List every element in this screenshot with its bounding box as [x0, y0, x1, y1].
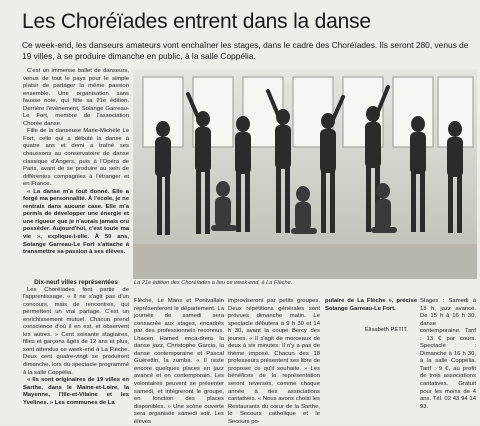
dancers-photo: [133, 69, 477, 279]
paragraph: improviseront par petits groupes. Deux répétitions générales sont prévues dimanche matin. Le spectacle débutera à 9 h 30 et 14 h 30, avant la coupe Bercy des jeunes. « Il s'agit de morceaux de deux à six minutes. Il n'y a pas de thème imposé. Chacun des 18 professeurs présentent ses libre de proposer ce qu'il souhaite. » Les bénéfices de la représentation seront reversés, comme chaque année à des associations caritatives. « Nous avons choisi les Restaurants du cœur de la Sarthe, le Secours catholique et le Secours po-: [228, 298, 321, 425]
paragraph: « La danse m'a tout donné. Elle a forgé ma personnalité. À l'école, je ne rentrais dans aucune case. Elle m'a permis de développer une énergie et une rigueur que je n'aurais jamais cru posséder. Aujourd'hui, c'est toute ma vie », explique-t-elle. À 50 ans, Solange Garreau-Le Fort s'attache à transmettre sa passion à ses élèves.: [23, 188, 129, 256]
article-headline: Les Choréïades entrent dans la danse: [22, 10, 371, 33]
info-box: [420, 298, 476, 411]
article-column-2: [134, 298, 224, 426]
paragraph: C'est un immense ballet de danseurs, venus de tout le pays pour le simple plaisir de partager la même passion ensemble. Une organisation sans fausse note, qui fête sa 21e édition. Derrière l'événement, Solange Garreau-Le Fort, membre de l'association Chorée danse.: [23, 68, 129, 127]
article-column-1-continued: [23, 279, 129, 407]
photo-caption: La 21e édition des Choréïades a lieu ce week-end, à La Flèche.: [134, 280, 293, 286]
paragraph: Flèche, Le Mans et Pontvallain représenteront le département. La journée de samedi sera consacrée aux stages, encadrés par des professionnels reconnus. Lhacen Hamed enca-drera la danse jazz, Christophe Garcia, la danse contemporaine et Pascal Guérettin, la zumba. « Il reste encore quelques places en jazz avancé et en contemporain. Les volontaires peuvent se présenter samedi, et intégreront le groupe, en fonction des places disponibles. » Une scène ouverte sera organisée samedi soir. Les élèves: [134, 298, 224, 425]
section-subhead: Dix-neuf villes représentées: [34, 279, 118, 286]
paragraph: Les Choréïades font partie de l'apprentissage. « Il ne s'agit pas d'un concours, mais de rencontres, qui permettent un vrai partage. C'est un enrichissement mutuel. Chacun prend conscience d'où il en est, et observent les autres. » Cent soixante stagiaires, filles et garçons âgés de 12 ans et plus, sont attendus ce week-end à La Flèche. Deux cent quatre-vingt se produiront dimanche, lors du spectacle programmé à la salle Coppélia.: [23, 286, 129, 376]
paragraph: pulaire de La Flèche », précise Solange Garreau-Le Fort.: [325, 298, 417, 312]
paragraph: Fille de la danseuse Marie-Michèle Le Fort, celle qui a débuté la danse à quatre ans et demi a traîné ses chaussons au conservatoire de danse classique d'Angers, puis à l'Opéra de Paris, avant de se produire au sein de différentes compagnies à l'étranger et en France.: [23, 128, 129, 188]
paragraph: Stages : Samedi à 13 h, jazz avancé. De 15 h à 16 h 30, danse contemporaine. Tarif : 13 € par cours. Spectacle : Dimanche à 16 h 30, à la salle Coppélia. Tarif : 9 €, au profit de trois associations caritatives. Gratuit pour les moins de 4 ans. Tél. 02 43 94 14 93.: [420, 298, 476, 410]
dancers-photo-illustration: [133, 69, 477, 279]
article-column-4: [325, 298, 417, 313]
article-column-3: [228, 298, 320, 426]
article-lede: Ce week-end, les danseurs amateurs vont enchaîner les stages, dans le cadre des Choréïades. Ils seront 280, venus de 19 villes, à se produire dimanche en public, à la salle Coppélia.: [22, 40, 469, 61]
author-signature: Élisabeth PETIT.: [365, 327, 408, 333]
paragraph: « Ils sont originaires de 19 villes en Sarthe, dans le Maine-et-Loire, la Mayenne, l'Ille-et-Vilaine et les Yvelines. » Les communes de La: [23, 377, 129, 406]
article-column-1: [23, 68, 129, 257]
